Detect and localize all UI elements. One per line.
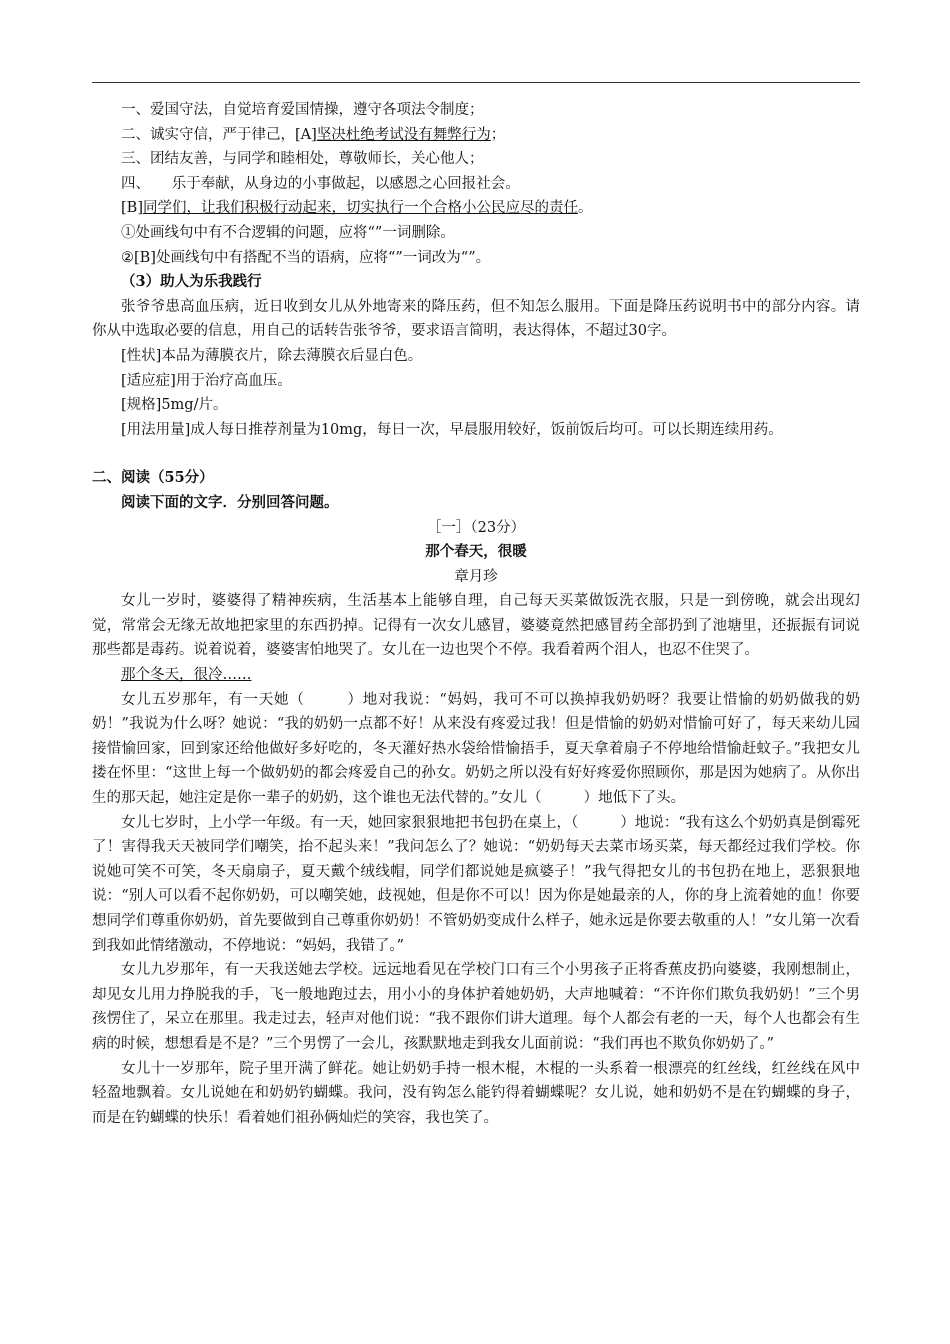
mark-b-line	[92, 196, 860, 221]
mark-a-tag: [A]	[295, 126, 317, 143]
document-page	[92, 98, 860, 1130]
p3-part-a: 女儿七岁时，上小学一年级。有一天，她回家狠狠地把书包扔在桌上，（	[121, 814, 579, 831]
leaflet-appearance: [性状]本品为薄膜衣片，除去薄膜衣后显白色。	[121, 347, 423, 364]
mark-a-end: ；	[490, 126, 506, 143]
part-label: ［一］（23分）	[426, 519, 526, 536]
winter-underlined: 那个冬天，很冷……	[121, 667, 252, 684]
story-paragraph-4: 女儿九岁那年，有一天我送她去学校。远远地看见在学校门口有三个小男孩子正将香蕉皮扔向婆婆，我刚想制止，却见女儿用力挣脱我的手，飞一般地跑过去，用小小的身体护着她奶奶，大声地喊着：“不许你们欺负我奶奶！”三个男孩愣住了，呆立在那里。我走过去，轻声对他们说：“我不跟你们讲大道理。每个人都会有老的一天，每个人也都会有生病的时候，想想看是不是？”三个男愣了一会儿，孩默默地走到我女儿面前说：“我们再也不欺负你奶奶了。”	[92, 962, 860, 1052]
mark-b-end: 。	[577, 200, 593, 217]
story-paragraph-1: 女儿一岁时，婆婆得了精神疾病，生活基本上能够自理，自己每天买菜做饭洗衣服，只是一到傍晚，就会出现幻觉，常常会无缘无故地把家里的东西扔掉。记得有一次女儿感冒，婆婆竟然把感冒药全部扔到了池塘里，还振振有词说那些都是毒药。说着说着，婆婆害怕地哭了。女儿在一边也哭个不停。我看着两个泪人，也忍不住哭了。	[92, 593, 860, 659]
rule-3: 三、团结友善，与同学和睦相处，尊敬师长，关心他人；	[121, 151, 484, 168]
rule-4: 四、 乐于奉献，从身边的小事做起，以感恩之心回报社会。	[121, 175, 520, 192]
p2-part-c: ）地低下了头。	[583, 790, 686, 807]
section-gap	[92, 442, 860, 466]
mark-a-sentence: 坚决杜绝考试没有舞弊行为	[316, 126, 491, 143]
story-winter-line	[92, 663, 860, 688]
story-paragraph-5: 女儿十一岁那年，院子里开满了鲜花。她让奶奶手持一根木棍，木棍的一头系着一根漂亮的红丝线，红丝线在风中轻盈地飘着。女儿说她在和奶奶钓蝴蝶。我问，没有钩怎么能钓得着蝴蝶呢？女儿说，她和奶奶不是在钓蝴蝶的身子，而是在钓蝴蝶的快乐！看着她们祖孙俩灿烂的笑容，我也笑了。	[92, 1060, 860, 1126]
story-paragraph-2	[92, 688, 860, 811]
question-1: ①处画线句中有不合逻辑的问题，应将“”一词删除。	[121, 224, 455, 241]
rule-2-text: 二、诚实守信，严于律己，	[121, 126, 295, 143]
header-rule	[92, 82, 860, 83]
rule-2	[92, 123, 860, 148]
question-2: ②[B]处画线句中有搭配不当的语病，应将“”一词改为“”。	[121, 249, 491, 266]
part3-heading: （3）助人为乐我践行	[121, 273, 262, 291]
p2-part-b: ）地对我说：“妈妈，我可不可以换掉我奶奶呀？我要让惜愉的奶奶做我的奶奶！”我说为什么呀？她说：“我的奶奶一点都不好！从来没有疼爱过我！但是惜愉的奶奶对惜愉可好了，每天来幼儿园接惜愉回家，回到家还给他做好多好吃的，冬天灌好热水袋给惜愉捂手，夏天拿着扇子不停地给惜愉赶蚊子。”我把女儿搂在怀里：“这世上每一个做奶奶的都会疼爱自己的孙女。奶奶之所以没有好好疼爱你照顾你，那是因为她病了。从你出生的那天起，她注定是你一辈子的奶奶，这个谁也无法代替的。”女儿（	[92, 691, 860, 807]
leaflet-indication: [适应症]用于治疗高血压。	[121, 372, 292, 389]
p3-part-b: ）地说：“我有这么个奶奶真是倒霉死了！害得我天天被同学们嘲笑，抬不起头来！”我问怎么了？她说：“奶奶每天去菜市场买菜，每天都经过我们学校。你说她可笑不可笑，冬天扇扇子，夏天戴个绒线帽，同学们都说她是疯婆子！”我气得把女儿的书包扔在地上，恶狠狠地说：“别人可以看不起你奶奶，可以嘲笑她，歧视她，但是你不可以！因为你是她最亲的人，你的身上流着她的血！你要想同学们尊重你奶奶，首先要做到自己尊重你奶奶！不管奶奶变成什么样子，她永远是你要去敬重的人！”女儿第一次看到我如此情绪激动，不停地说：“妈妈，我错了。”	[92, 814, 860, 954]
leaflet-dosage: [用法用量]成人每日推荐剂量为10mg，每日一次，早晨服用较好，饭前饭后均可。可以长期连续用药。	[121, 421, 783, 438]
section2-heading: 二、阅读（55分）	[92, 469, 214, 487]
rule-1: 一、爱国守法，自觉培育爱国情操，遵守各项法令制度；	[121, 102, 484, 118]
mark-b-sentence: 同学们，让我们积极行动起来，切实执行一个合格小公民应尽的责任	[142, 200, 578, 217]
part3-intro: 张爷爷患高血压病，近日收到女儿从外地寄来的降压药，但不知怎么服用。下面是降压药说明书中的部分内容。请你从中选取必要的信息，用自己的话转告张爷爷，要求语言简明，表达得体，不超过30字。	[92, 298, 860, 340]
leaflet-spec: [规格]5mg/片。	[121, 397, 228, 414]
section2-instruction: 阅读下面的文字．分别回答问题。	[121, 493, 339, 511]
article-title: 那个春天，很暖	[425, 543, 527, 561]
article-author: 章月珍	[454, 568, 498, 585]
mark-b-tag: [B]	[121, 200, 143, 217]
story-paragraph-3	[92, 811, 860, 959]
p2-part-a: 女儿五岁那年，有一天她（	[121, 691, 305, 708]
